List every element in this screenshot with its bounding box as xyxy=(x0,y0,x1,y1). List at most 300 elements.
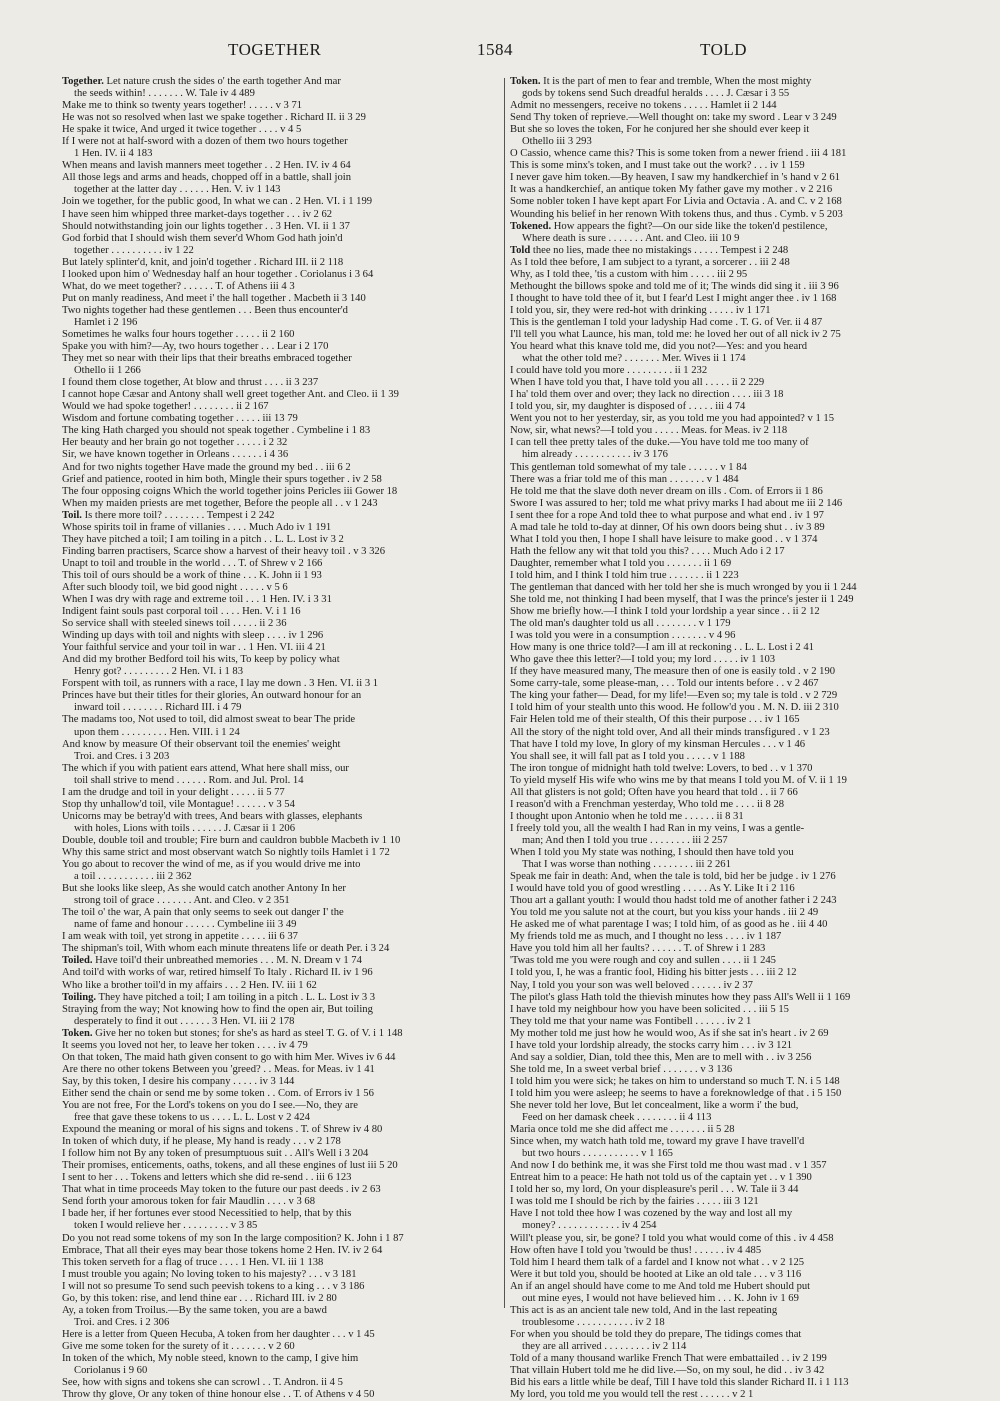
line-text: After such bloody toil, we bid good night . . . . . v 5 6 xyxy=(62,581,288,593)
concordance-line xyxy=(510,702,942,714)
line-text: him already . . . . . . . . . . . iv 3 176 xyxy=(522,449,668,461)
line-text: Have you told him all her faults? . . . . . . T. of Shrew i 1 283 xyxy=(510,943,766,955)
line-text: How often have I told you 'twould be thus! . . . . . . iv 4 485 xyxy=(510,1244,762,1256)
line-text: Hamlet i 2 196 xyxy=(74,316,138,328)
line-text: but two hours . . . . . . . . . . . v 1 165 xyxy=(522,1148,673,1160)
line-text: And toil'd with works of war, retired himself To Italy . Richard II. iv 1 96 xyxy=(62,967,373,979)
line-text: When my maiden priests are met together, Before the people all . . v 1 243 xyxy=(62,497,378,509)
concordance-line xyxy=(62,498,502,510)
line-text: I cannot hope Cæsar and Antony shall well greet together Ant. and Cleo. ii 1 39 xyxy=(62,389,399,401)
line-text: The gentleman that danced with her told her she is much wronged by you ii 1 244 xyxy=(510,581,857,593)
line-text: Make me to think so twenty years together! . . . . . v 3 71 xyxy=(62,100,303,112)
line-text: Were it but told you, should be hooted at Like an old tale . . . v 3 116 xyxy=(510,1268,802,1280)
line-text: a toil . . . . . . . . . . . iii 2 362 xyxy=(74,871,192,883)
line-text: Finding barren practisers, Scarce show a harvest of their heavy toil . v 3 326 xyxy=(62,545,386,557)
line-text: Her beauty and her brain go not together . . . . . i 2 32 xyxy=(62,437,288,449)
line-text: He spake it twice, And urged it twice together . . . . v 4 5 xyxy=(62,124,302,136)
concordance-line xyxy=(510,931,942,943)
concordance-line xyxy=(62,1148,502,1160)
concordance-line xyxy=(62,1353,502,1365)
concordance-line xyxy=(62,329,502,341)
line-text: It is the part of men to fear and tremble, When the most mighty xyxy=(540,76,812,87)
concordance-line xyxy=(62,1160,502,1172)
concordance-line xyxy=(62,1100,502,1112)
line-text: I would have told you of good wrestling . . . . . As Y. Like It i 2 116 xyxy=(510,883,795,895)
concordance-line xyxy=(510,690,942,702)
line-text: I thought to have told thee of it, but I fear'd Lest I might anger thee . iv 1 168 xyxy=(510,292,837,304)
line-text: I told him you were asleep; he seems to have a foreknowledge of that . i 5 150 xyxy=(510,1087,842,1099)
header-right-word: TOLD xyxy=(700,40,748,59)
line-text: I told you, I, he was a frantic fool, Hiding his bitter jests . . . iii 2 12 xyxy=(510,967,797,979)
concordance-line xyxy=(62,1076,502,1088)
line-text: they are all arrived . . . . . . . . . iv 2 114 xyxy=(522,1340,687,1352)
line-text: I thought upon Antonio when he told me . . . . . . ii 8 31 xyxy=(510,810,744,822)
concordance-line xyxy=(62,630,502,642)
concordance-line xyxy=(510,160,942,172)
concordance-line xyxy=(510,257,942,269)
line-text: If I were not at half-sword with a dozen of them two hours together xyxy=(62,136,348,148)
line-text: That have I told my love, In glory of my kinsman Hercules . . . v 1 46 xyxy=(510,738,806,750)
line-text: On that token, The maid hath given consent to go with him Mer. Wives iv 6 44 xyxy=(62,1051,396,1063)
line-text: I told you, sir, my daughter is disposed of . . . . . iii 4 74 xyxy=(510,401,746,413)
line-text: You heard what this knave told me, did you not?—Yes: and you heard xyxy=(510,341,808,353)
concordance-line xyxy=(62,919,502,931)
concordance-line xyxy=(510,847,942,859)
line-text: And now I do bethink me, it was she First told me thou wast mad . v 1 357 xyxy=(510,1160,827,1172)
line-text: For when you should be told they do prepare, The tidings comes that xyxy=(510,1328,802,1340)
concordance-line xyxy=(510,425,942,437)
concordance-line xyxy=(62,1377,502,1389)
concordance-line xyxy=(510,462,942,474)
concordance-line xyxy=(510,678,942,690)
line-text: They told me that your name was Fontibell . . . . . . iv 2 1 xyxy=(510,1015,752,1027)
line-text: Since when, my watch hath told me, toward my grave I have travell'd xyxy=(510,1136,805,1148)
line-text: When I have told you that, I have told you all . . . . . ii 2 229 xyxy=(510,377,765,389)
line-text: And did my brother Bedford toil his wits, To keep by policy what xyxy=(62,654,340,666)
line-text: O Cassio, whence came this? This is some token from a newer friend . iii 4 181 xyxy=(510,148,847,160)
concordance-line xyxy=(510,389,942,401)
concordance-line xyxy=(510,1148,942,1160)
line-text: I looked upon him o' Wednesday half an hour together . Coriolanus i 3 64 xyxy=(62,268,374,280)
line-text: In token of which duty, if he please, My hand is ready . . . v 2 178 xyxy=(62,1136,341,1148)
line-text: But she looks like sleep, As she would catch another Antony In her xyxy=(62,883,346,895)
concordance-line xyxy=(510,1208,942,1220)
line-text: Sir, we have known together in Orleans . . . . . . i 4 36 xyxy=(62,449,289,461)
line-text: He told me that the slave doth never dream on ills . Com. of Errors ii 1 86 xyxy=(510,485,823,497)
concordance-line xyxy=(510,618,942,630)
line-text: I never gave him token.—By heaven, I saw my handkerchief in 's hand v 2 61 xyxy=(510,172,840,184)
concordance-line xyxy=(510,727,942,739)
concordance-line xyxy=(62,1269,502,1281)
line-text: Entreat him to a peace: He hath not told us of the captain yet . . v 1 390 xyxy=(510,1172,812,1184)
line-text: I bade her, if her fortunes ever stood Necessitied to help, that by this xyxy=(62,1208,352,1220)
concordance-line xyxy=(62,1124,502,1136)
line-text: This toil of ours should be a work of thine . . . K. John ii 1 93 xyxy=(62,569,322,581)
line-text: I have seen him whipped three market-days together . . . iv 2 62 xyxy=(62,208,333,220)
line-text: Winding up days with toil and nights with sleep . . . . iv 1 296 xyxy=(62,630,324,642)
concordance-line xyxy=(62,136,502,148)
line-text: And know by measure Of their observant toil the enemies' weight xyxy=(62,738,341,750)
line-text: Would we had spoke together! . . . . . . . . ii 2 167 xyxy=(62,401,269,413)
line-text: Forspent with toil, as runners with a race, I lay me down . 3 Hen. VI. ii 3 1 xyxy=(62,678,379,690)
concordance-line xyxy=(62,775,502,787)
headword: Toiled. xyxy=(62,955,93,967)
line-text: God forbid that I should wish them sever'd Whom God hath join'd xyxy=(62,232,343,244)
line-text: Do you not read some tokens of my son In the large composition? K. John i 1 87 xyxy=(62,1232,404,1244)
line-text: thee no lies, made thee no mistakings . . . . . Tempest i 2 248 xyxy=(530,244,789,256)
concordance-line xyxy=(510,1088,942,1100)
concordance-line xyxy=(62,1257,502,1269)
concordance-line xyxy=(510,1016,942,1028)
concordance-line xyxy=(62,727,502,739)
concordance-line xyxy=(510,1172,942,1184)
concordance-line xyxy=(62,666,502,678)
concordance-line xyxy=(62,1305,502,1317)
line-text: What, do we meet together? . . . . . . T. of Athens iii 4 3 xyxy=(62,280,295,292)
concordance-line xyxy=(62,594,502,606)
concordance-line xyxy=(62,847,502,859)
line-text: name of fame and honour . . . . . . Cymbeline iii 3 49 xyxy=(74,919,297,931)
concordance-line xyxy=(510,763,942,775)
line-text: Wounding his belief in her renown With tokens thus, and thus . Cymb. v 5 203 xyxy=(510,208,843,220)
line-text: Unapt to toil and trouble in the world . . . T. of Shrew v 2 166 xyxy=(62,557,323,569)
concordance-line xyxy=(62,88,502,100)
concordance-line xyxy=(510,449,942,461)
line-text: Your faithful service and your toil in war . . 1 Hen. VI. iii 4 21 xyxy=(62,642,326,654)
line-text: together at the latter day . . . . . . Hen. V. iv 1 143 xyxy=(74,184,281,196)
line-text: Admit no messengers, receive no tokens . . . . . Hamlet ii 2 144 xyxy=(510,100,777,112)
concordance-line xyxy=(510,1028,942,1040)
concordance-line xyxy=(510,305,942,317)
concordance-line xyxy=(62,233,502,245)
headword: Token. xyxy=(62,1027,93,1039)
concordance-line xyxy=(62,871,502,883)
line-text: Swore I was assured to her; told me what privy marks I had about me iii 2 146 xyxy=(510,497,843,509)
line-text: Double, double toil and trouble; Fire burn and cauldron bubble Macbeth iv 1 10 xyxy=(62,834,401,846)
concordance-line xyxy=(62,859,502,871)
line-text: Give her no token but stones; for she's as hard as steel T. G. of V. i 1 148 xyxy=(92,1027,403,1039)
concordance-line xyxy=(510,1233,942,1245)
line-text: The four opposing coigns Which the world together joins Pericles iii Gower 18 xyxy=(62,485,398,497)
line-text: That villain Hubert told me he did live.—So, on my soul, he did . . iv 3 42 xyxy=(510,1365,825,1377)
concordance-line xyxy=(62,1016,502,1028)
line-text: That what in time proceeds May token to the future our past deeds . iv 2 63 xyxy=(62,1184,381,1196)
concordance-line xyxy=(62,931,502,943)
line-text: desperately to find it out . . . . . . 3 Hen. VI. iii 2 178 xyxy=(74,1015,295,1027)
concordance-line xyxy=(510,172,942,184)
line-text: Here is a letter from Queen Hecuba, A token from her daughter . . . v 1 45 xyxy=(62,1328,375,1340)
line-text: I must trouble you again; No loving token to his majesty? . . . v 3 181 xyxy=(62,1268,357,1280)
line-text: Fair Helen told me of their stealth, Of this their purpose . . . iv 1 165 xyxy=(510,714,800,726)
concordance-line xyxy=(62,341,502,353)
line-text: I am weak with toil, yet strong in appetite . . . . . iii 6 37 xyxy=(62,931,298,943)
headword: Together. xyxy=(62,76,104,87)
concordance-line xyxy=(62,221,502,233)
line-text: 1 Hen. IV. ii 4 183 xyxy=(74,148,153,160)
line-text: Straying from the way; Not knowing how to find the open air, But toiling xyxy=(62,1003,373,1015)
line-text: strong toil of grace . . . . . . . Ant. and Cleo. v 2 351 xyxy=(74,895,290,907)
line-text: inward toil . . . . . . . . Richard III. i 4 79 xyxy=(74,702,242,714)
concordance-line xyxy=(510,992,942,1004)
line-text: token I would relieve her . . . . . . . . . v 3 85 xyxy=(74,1220,258,1232)
line-text: If they have measured many, The measure then of one is easily told . v 2 190 xyxy=(510,666,836,678)
concordance-line xyxy=(62,76,502,88)
concordance-line xyxy=(62,100,502,112)
line-text: You told me you salute not at the court, but you kiss your hands . iii 2 49 xyxy=(510,907,819,919)
concordance-line xyxy=(510,811,942,823)
concordance-line xyxy=(510,582,942,594)
line-text: The which if you with patient ears attend, What here shall miss, our xyxy=(62,762,349,774)
concordance-line xyxy=(62,413,502,425)
concordance-line xyxy=(62,437,502,449)
concordance-line xyxy=(62,642,502,654)
concordance-line xyxy=(62,293,502,305)
line-text: An if an angel should have come to me And told me Hubert should put xyxy=(510,1280,811,1292)
line-text: I have told my neighbour how you have been solicited . . . iii 5 15 xyxy=(510,1003,789,1015)
concordance-line xyxy=(62,690,502,702)
line-text: Is there more toil? . . . . . . . . Tempest i 2 242 xyxy=(81,509,275,521)
concordance-line xyxy=(62,714,502,726)
concordance-line xyxy=(62,907,502,919)
concordance-line xyxy=(510,281,942,293)
concordance-line xyxy=(510,437,942,449)
line-text: When I was dry with rage and extreme toil . . . 1 Hen. IV. i 3 31 xyxy=(62,594,332,606)
concordance-line xyxy=(510,1341,942,1353)
header-left-word: TOGETHER xyxy=(228,40,322,59)
concordance-line xyxy=(510,859,942,871)
line-text: I can tell thee pretty tales of the duke.—You have told me too many of xyxy=(510,437,809,449)
line-text: Sometimes he walks four hours together . . . . . ii 2 160 xyxy=(62,328,295,340)
line-text: Are there no other tokens Between you 'greed? . . Meas. for Meas. iv 1 41 xyxy=(62,1063,375,1075)
line-text: Speak me fair in death: And, when the tale is told, bid her be judge . iv 1 276 xyxy=(510,871,836,883)
line-text: upon them . . . . . . . . . Hen. VIII. i 1 24 xyxy=(74,726,240,738)
concordance-line xyxy=(510,666,942,678)
concordance-line xyxy=(510,329,942,341)
line-text: She never told her love, But let concealment, like a worm i' the bud, xyxy=(510,1099,799,1111)
line-text: Go, by this token: rise, and lend thine ear . . . Richard III. iv 2 80 xyxy=(62,1292,337,1304)
line-text: I ha' told them over and over; they lack no direction . . . . iii 3 18 xyxy=(510,389,784,401)
concordance-line xyxy=(62,184,502,196)
line-text: You shall see, it will fall pat as I told you . . . . . v 1 188 xyxy=(510,750,745,762)
concordance-line xyxy=(62,1293,502,1305)
concordance-line xyxy=(510,136,942,148)
line-text: I could have told you more . . . . . . . . . ii 1 232 xyxy=(510,365,708,377)
concordance-line xyxy=(62,245,502,257)
concordance-line xyxy=(510,486,942,498)
concordance-line xyxy=(510,799,942,811)
line-text: I freely told you, all the wealth I had Ran in my veins, I was a gentle- xyxy=(510,822,805,834)
line-text: It seems you loved not her, to leave her token . . . . iv 4 79 xyxy=(62,1039,308,1051)
line-text: I am the drudge and toil in your delight . . . . . ii 5 77 xyxy=(62,786,285,798)
concordance-line xyxy=(510,377,942,389)
line-text: A mad tale he told to-day at dinner, Of his own doors being shut . . iv 3 89 xyxy=(510,521,825,533)
concordance-line xyxy=(510,594,942,606)
line-text: I was told you were in a consumption . . . . . . . v 4 96 xyxy=(510,630,736,642)
concordance-line xyxy=(510,112,942,124)
line-text: Either send the chain or send me by some token . . Com. of Errors iv 1 56 xyxy=(62,1087,374,1099)
line-text: I told her so, my lord, On your displeasure's peril . . . W. Tale ii 3 44 xyxy=(510,1184,799,1196)
concordance-line xyxy=(510,1076,942,1088)
line-text: Feed on her damask cheek . . . . . . . . ii 4 113 xyxy=(522,1112,712,1124)
concordance-line xyxy=(510,558,942,570)
line-text: the seeds within! . . . . . . . W. Tale iv 4 489 xyxy=(74,88,255,100)
concordance-line xyxy=(62,787,502,799)
line-text: Troi. and Cres. i 3 203 xyxy=(74,750,170,762)
column-divider xyxy=(504,78,505,1308)
concordance-line xyxy=(62,160,502,172)
concordance-line xyxy=(62,763,502,775)
concordance-line xyxy=(62,1317,502,1329)
line-text: Send forth your amorous token for fair Maudlin . . . . v 3 68 xyxy=(62,1196,316,1208)
line-text: I was told me I should be rich by the fairies . . . . . iii 3 121 xyxy=(510,1196,759,1208)
concordance-line xyxy=(62,269,502,281)
line-text: I sent to her . . . Tokens and letters which she did re-send . . iii 6 123 xyxy=(62,1172,352,1184)
line-text: Princes have but their titles for their glories, An outward honour for an xyxy=(62,690,362,702)
concordance-line xyxy=(62,799,502,811)
concordance-line xyxy=(62,1389,502,1401)
concordance-line xyxy=(510,775,942,787)
concordance-line xyxy=(510,534,942,546)
line-text: Spake you with him?—Ay, two hours together . . . Lear i 2 170 xyxy=(62,341,329,353)
concordance-line xyxy=(510,269,942,281)
line-text: All that glisters is not gold; Often have you heard that told . . ii 7 66 xyxy=(510,786,798,798)
line-text: Whose spirits toil in frame of villanies . . . . Much Ado iv 1 191 xyxy=(62,521,332,533)
concordance-line xyxy=(62,606,502,618)
page-number: 1584 xyxy=(477,40,513,59)
concordance-line xyxy=(510,1281,942,1293)
line-text: Embrace, That all their eyes may bear those tokens home 2 Hen. IV. iv 2 64 xyxy=(62,1244,383,1256)
line-text: He was not so resolved when last we spake together . Richard II. ii 3 29 xyxy=(62,112,366,124)
line-text: That I was worse than nothing . . . . . . . . iii 2 261 xyxy=(522,859,731,871)
concordance-line xyxy=(510,510,942,522)
concordance-line xyxy=(510,1124,942,1136)
concordance-line xyxy=(62,474,502,486)
concordance-line xyxy=(62,353,502,365)
concordance-line xyxy=(62,1112,502,1124)
concordance-line xyxy=(510,1052,942,1064)
concordance-line xyxy=(62,425,502,437)
concordance-line xyxy=(62,955,502,967)
line-text: All the story of the night told over, And all their minds transfigured . v 1 23 xyxy=(510,726,830,738)
concordance-line xyxy=(62,992,502,1004)
concordance-line xyxy=(510,1245,942,1257)
line-text: My lord, you told me you would tell the rest . . . . . . v 2 1 xyxy=(510,1389,754,1401)
line-text: Show me briefly how.—I think I told your lordship a year since . . ii 2 12 xyxy=(510,606,820,618)
line-text: When means and lavish manners meet together . . 2 Hen. IV. iv 4 64 xyxy=(62,160,351,172)
concordance-line xyxy=(510,1317,942,1329)
concordance-line xyxy=(510,196,942,208)
line-text: There was a friar told me of this man . . . . . . . v 1 484 xyxy=(510,473,739,485)
concordance-line xyxy=(510,401,942,413)
line-text: what the other told me? . . . . . . . Mer. Wives ii 1 174 xyxy=(522,353,746,365)
headword: Tokened. xyxy=(510,220,552,232)
line-text: Unicorns may be betray'd with trees, And bears with glasses, elephants xyxy=(62,810,363,822)
concordance-line xyxy=(510,317,942,329)
line-text: This is the gentleman I told your ladyship Had come . T. G. of Ver. ii 4 87 xyxy=(510,316,823,328)
concordance-line xyxy=(62,196,502,208)
concordance-line xyxy=(62,546,502,558)
concordance-line xyxy=(510,919,942,931)
line-text: You go about to recover the wind of me, as if you would drive me into xyxy=(62,859,361,871)
concordance-line xyxy=(510,221,942,233)
line-text: Should notwithstanding join our lights together . . 3 Hen. VI. ii 1 37 xyxy=(62,220,350,232)
line-text: Ay, a token from Troilus.—By the same token, you are a bawd xyxy=(62,1304,327,1316)
line-text: Othello ii 1 266 xyxy=(74,365,141,377)
line-text: Bid his ears a little while be deaf, Till I have told this slander Richard II. i 1 113 xyxy=(510,1377,849,1389)
line-text: Thou art a gallant youth: I would thou hadst told me of another father i 2 243 xyxy=(510,895,837,907)
concordance-line xyxy=(62,967,502,979)
concordance-line xyxy=(62,534,502,546)
line-text: I told him you were sick; he takes on him to understand so much T. N. i 5 148 xyxy=(510,1075,840,1087)
line-text: You are not free, For the Lord's tokens on you do I see.—No, they are xyxy=(62,1099,358,1111)
headword: Token. xyxy=(510,76,541,87)
concordance-line xyxy=(62,895,502,907)
concordance-line xyxy=(510,546,942,558)
line-text: I told you, sir, they were red-hot with drinking . . . . . iv 1 171 xyxy=(510,304,771,316)
line-text: So service shall with steeled sinews toil . . . . . ii 2 36 xyxy=(62,618,287,630)
line-text: Maria once told me she did affect me . . . . . . . ii 5 28 xyxy=(510,1124,735,1136)
line-text: This gentleman told somewhat of my tale . . . . . . v 1 84 xyxy=(510,461,747,473)
line-text: Wisdom and fortune combating together . . . . . iii 13 79 xyxy=(62,413,298,425)
concordance-line xyxy=(510,943,942,955)
concordance-line xyxy=(62,1245,502,1257)
concordance-line xyxy=(510,1389,942,1401)
line-text: I will not so presume To send such peevish tokens to a king . . . v 3 186 xyxy=(62,1280,365,1292)
concordance-line xyxy=(62,739,502,751)
concordance-line xyxy=(62,980,502,992)
line-text: Have I not told thee how I was cozened by the way and lost all my xyxy=(510,1208,793,1220)
line-text: The iron tongue of midnight hath told twelve: Lovers, to bed . . v 1 370 xyxy=(510,762,813,774)
concordance-line xyxy=(510,570,942,582)
concordance-line xyxy=(62,257,502,269)
concordance-line xyxy=(510,955,942,967)
line-text: The toil o' the war, A pain that only seems to seek out danger I' the xyxy=(62,907,344,919)
line-text: They met so near with their lips that their breaths embraced together xyxy=(62,353,352,365)
line-text: Hath the fellow any wit that told you this? . . . . Much Ado i 2 17 xyxy=(510,545,785,557)
concordance-line xyxy=(62,1064,502,1076)
line-text: How appears the fight?—On our side like the token'd pestilence, xyxy=(551,220,828,232)
line-text: They have pitched a toil; I am toiling in a pitch . L. L. Lost iv 3 3 xyxy=(96,991,376,1003)
concordance-line xyxy=(62,558,502,570)
line-text: And say a soldier, Dian, told thee this, Men are to mell with . . iv 3 256 xyxy=(510,1051,812,1063)
concordance-line xyxy=(62,1341,502,1353)
line-text: All those legs and arms and heads, chopped off in a battle, shall join xyxy=(62,172,352,184)
concordance-line xyxy=(510,522,942,534)
concordance-line xyxy=(62,1088,502,1100)
line-text: My friends told me as much, and I thought no less . . . . iv 1 187 xyxy=(510,931,782,943)
concordance-line xyxy=(62,678,502,690)
line-text: Throw thy glove, Or any token of thine honour else . . T. of Athens v 4 50 xyxy=(62,1389,375,1401)
concordance-line xyxy=(510,474,942,486)
concordance-line xyxy=(62,305,502,317)
concordance-line xyxy=(62,389,502,401)
line-text: Why this same strict and most observant watch So nightly toils Hamlet i 1 72 xyxy=(62,847,390,858)
line-text: Went you not to her yesterday, sir, as you told me you had appointed? v 1 15 xyxy=(510,413,835,425)
line-text: Some nobler token I have kept apart For Livia and Octavia . A. and C. v 2 168 xyxy=(510,196,842,208)
concordance-line xyxy=(510,1184,942,1196)
line-text: This act is as an ancient tale new told, And in the last repeating xyxy=(510,1304,778,1316)
line-text: When I told you My state was nothing, I should then have told you xyxy=(510,847,794,858)
line-text: Nay, I told you your son was well beloved . . . . . . iv 2 37 xyxy=(510,979,753,991)
concordance-line xyxy=(62,1040,502,1052)
line-text: Give me some token for the surety of it . . . . . . . v 2 60 xyxy=(62,1340,295,1352)
concordance-line xyxy=(510,1040,942,1052)
headword: Toil. xyxy=(62,509,82,521)
line-text: She told me, In a sweet verbal brief . . . . . . . v 3 136 xyxy=(510,1063,733,1075)
concordance-line xyxy=(62,582,502,594)
concordance-line xyxy=(62,317,502,329)
concordance-line xyxy=(510,1064,942,1076)
